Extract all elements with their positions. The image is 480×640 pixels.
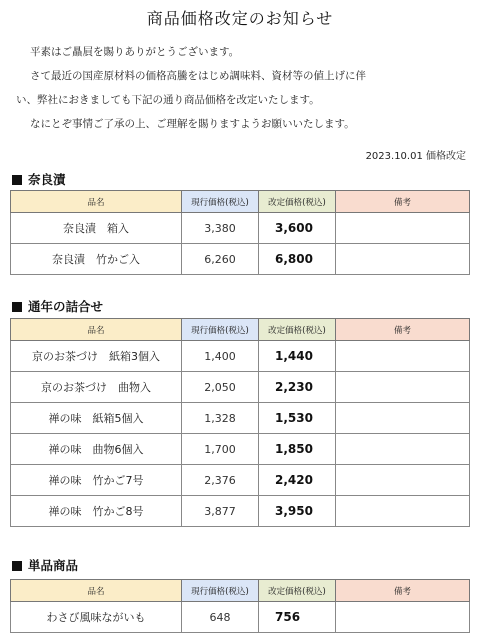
header-current-price: 現行価格(税込) — [182, 319, 259, 341]
table-row — [11, 213, 470, 244]
section-title-text: 単品商品 — [28, 558, 79, 573]
intro-line: い、弊社におきましても下記の通り商品価格を改定いたします。 — [16, 94, 320, 106]
current-price: 1,328 — [182, 403, 259, 434]
current-price: 1,700 — [182, 434, 259, 465]
section-title-text: 通年の詰合せ — [28, 299, 104, 314]
current-price: 1,400 — [182, 341, 259, 372]
section-title-text: 奈良漬 — [28, 172, 66, 187]
product-name: 奈良漬 箱入 — [11, 213, 182, 244]
square-bullet-icon — [12, 561, 22, 571]
product-name: 奈良漬 竹かご入 — [11, 244, 182, 275]
new-price: 3,600 — [259, 213, 336, 244]
note — [336, 244, 470, 275]
current-price: 648 — [182, 602, 259, 633]
table-header-row — [11, 319, 470, 341]
product-name: 禅の味 紙箱5個入 — [11, 403, 182, 434]
new-price: 6,800 — [259, 244, 336, 275]
note — [336, 496, 470, 527]
product-name: わさび風味ながいも — [11, 602, 182, 633]
intro-line: なにとぞ事情ご了承の上、ご理解を賜りますようお願いいたします。 — [30, 118, 355, 130]
intro-line: さて最近の国産原材料の価格高騰をはじめ調味料、資材等の値上げに伴 — [30, 70, 366, 82]
section-title-narazuke — [12, 170, 66, 188]
table-row — [11, 372, 470, 403]
product-name: 京のお茶づけ 紙箱3個入 — [11, 341, 182, 372]
header-note: 備考 — [336, 191, 470, 213]
product-name: 禅の味 竹かご7号 — [11, 465, 182, 496]
price-table-narazuke — [10, 190, 470, 275]
header-new-price: 改定価格(税込) — [259, 319, 336, 341]
table-header-row — [11, 191, 470, 213]
section-title-assortment — [12, 297, 103, 315]
product-name: 京のお茶づけ 曲物入 — [11, 372, 182, 403]
price-table-assortment — [10, 318, 470, 527]
note — [336, 403, 470, 434]
current-price: 6,260 — [182, 244, 259, 275]
revision-date: 2023.10.01 価格改定 — [365, 151, 466, 162]
square-bullet-icon — [12, 175, 22, 185]
header-note: 備考 — [336, 580, 470, 602]
new-price: 2,420 — [259, 465, 336, 496]
table-row — [11, 403, 470, 434]
table-row — [11, 465, 470, 496]
new-price: 1,530 — [259, 403, 336, 434]
product-name: 禅の味 曲物6個入 — [11, 434, 182, 465]
header-name: 品名 — [11, 191, 182, 213]
new-price: 1,850 — [259, 434, 336, 465]
table-row — [11, 244, 470, 275]
product-name: 禅の味 竹かご8号 — [11, 496, 182, 527]
intro-text — [16, 40, 468, 136]
header-current-price: 現行価格(税込) — [182, 580, 259, 602]
current-price: 2,050 — [182, 372, 259, 403]
new-price: 3,950 — [259, 496, 336, 527]
section-title-single-items — [12, 556, 78, 574]
table-row — [11, 602, 470, 633]
header-name: 品名 — [11, 580, 182, 602]
table-row — [11, 434, 470, 465]
header-note: 備考 — [336, 319, 470, 341]
current-price: 2,376 — [182, 465, 259, 496]
table-row — [11, 341, 470, 372]
header-current-price: 現行価格(税込) — [182, 191, 259, 213]
header-new-price: 改定価格(税込) — [259, 580, 336, 602]
current-price: 3,380 — [182, 213, 259, 244]
price-table-single-items — [10, 579, 470, 633]
note — [336, 341, 470, 372]
current-price: 3,877 — [182, 496, 259, 527]
new-price: 2,230 — [259, 372, 336, 403]
square-bullet-icon — [12, 302, 22, 312]
note — [336, 372, 470, 403]
page-title: 商品価格改定のお知らせ — [146, 9, 334, 28]
new-price: 756 — [259, 602, 336, 633]
note — [336, 602, 470, 633]
note — [336, 213, 470, 244]
header-name: 品名 — [11, 319, 182, 341]
new-price: 1,440 — [259, 341, 336, 372]
note — [336, 434, 470, 465]
note — [336, 465, 470, 496]
intro-line: 平素はご贔屓を賜りありがとうございます。 — [30, 46, 240, 58]
table-row — [11, 496, 470, 527]
table-header-row — [11, 580, 470, 602]
header-new-price: 改定価格(税込) — [259, 191, 336, 213]
